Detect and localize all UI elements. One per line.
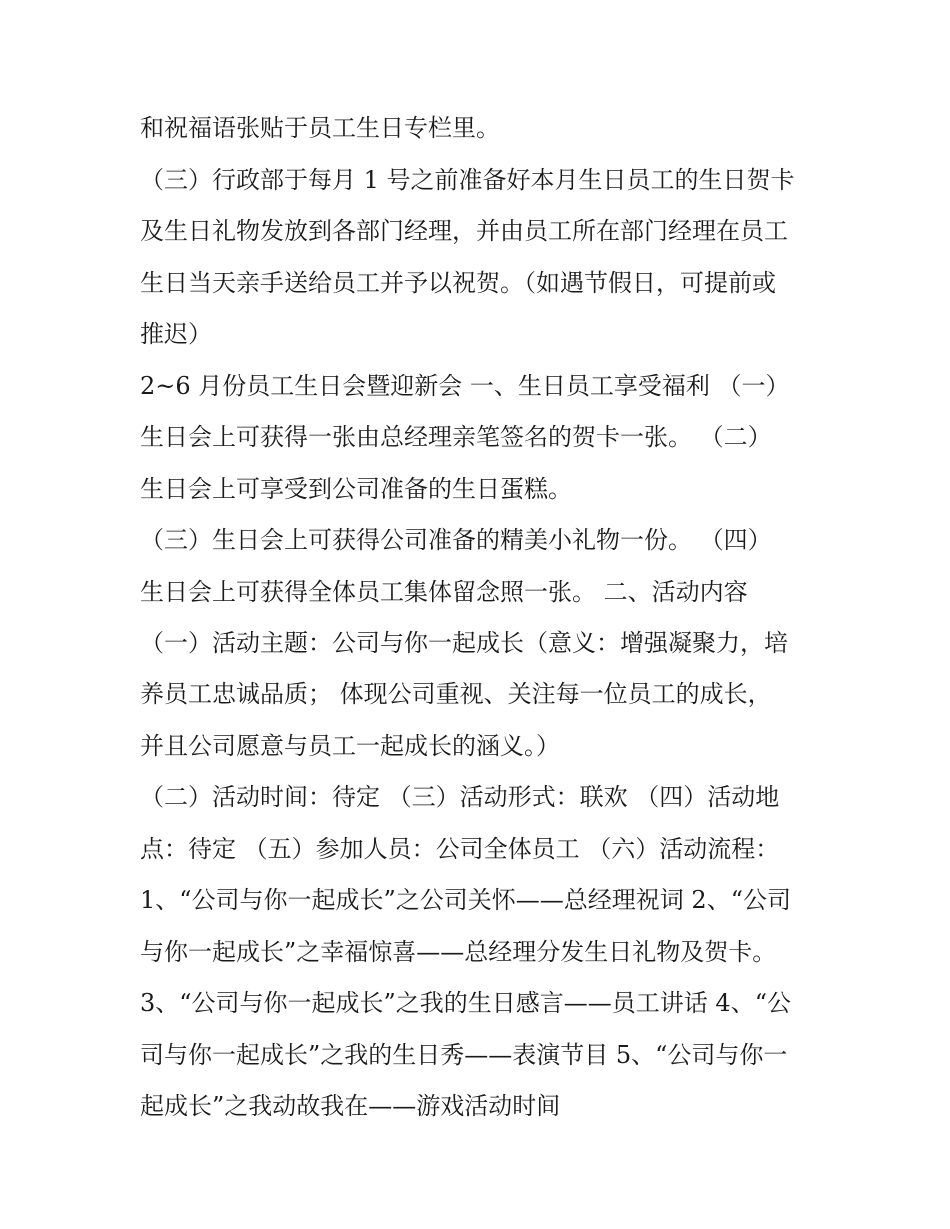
- text-line: 1、“公司与你一起成长”之公司关怀——总经理祝词 2、“公司: [140, 886, 791, 914]
- text-line: 推迟）: [140, 320, 212, 348]
- text-line: 并且公司愿意与员工一起成长的涵义。）: [140, 732, 560, 760]
- text-line: （一）活动主题：公司与你一起成长（意义：增强凝聚力，培: [140, 629, 788, 657]
- text-line: 起成长”之我动故我在——游戏活动时间: [140, 1092, 561, 1120]
- text-line: 与你一起成长”之幸福惊喜——总经理分发生日礼物及贺卡。: [140, 938, 777, 966]
- text-line: 生日会上可获得一张由总经理亲笔签名的贺卡一张。 （二）: [140, 423, 772, 451]
- text-line: （三）行政部于每月 1 号之前准备好本月生日员工的生日贺卡: [140, 166, 795, 194]
- text-line: 司与你一起成长”之我的生日秀——表演节目 5、“公司与你一: [140, 1041, 788, 1069]
- text-line: 及生日礼物发放到各部门经理，并由员工所在部门经理在员工: [140, 217, 788, 245]
- text-line: 生日会上可获得全体员工集体留念照一张。 二、活动内容: [140, 578, 748, 606]
- text-line: 和祝福语张贴于员工生日专栏里。: [140, 114, 500, 142]
- text-line: （二）活动时间：待定 （三）活动形式：联欢 （四）活动地: [140, 783, 780, 811]
- text-line: 点：待定 （五）参加人员：公司全体员工 （六）活动流程：: [140, 835, 780, 863]
- text-line: 养员工忠诚品质； 体现公司重视、关注每一位员工的成长，: [140, 680, 772, 708]
- text-line: 2~6 月份员工生日会暨迎新会 一、生日员工享受福利 （一）: [140, 372, 790, 400]
- text-line: 生日当天亲手送给员工并予以祝贺。（如遇节假日，可提前或: [140, 269, 776, 297]
- text-line: 3、“公司与你一起成长”之我的生日感言——员工讲话 4、“公: [140, 989, 791, 1017]
- text-line: 生日会上可享受到公司准备的生日蛋糕。: [140, 475, 572, 503]
- text-line: （三）生日会上可获得公司准备的精美小礼物一份。 （四）: [140, 526, 772, 554]
